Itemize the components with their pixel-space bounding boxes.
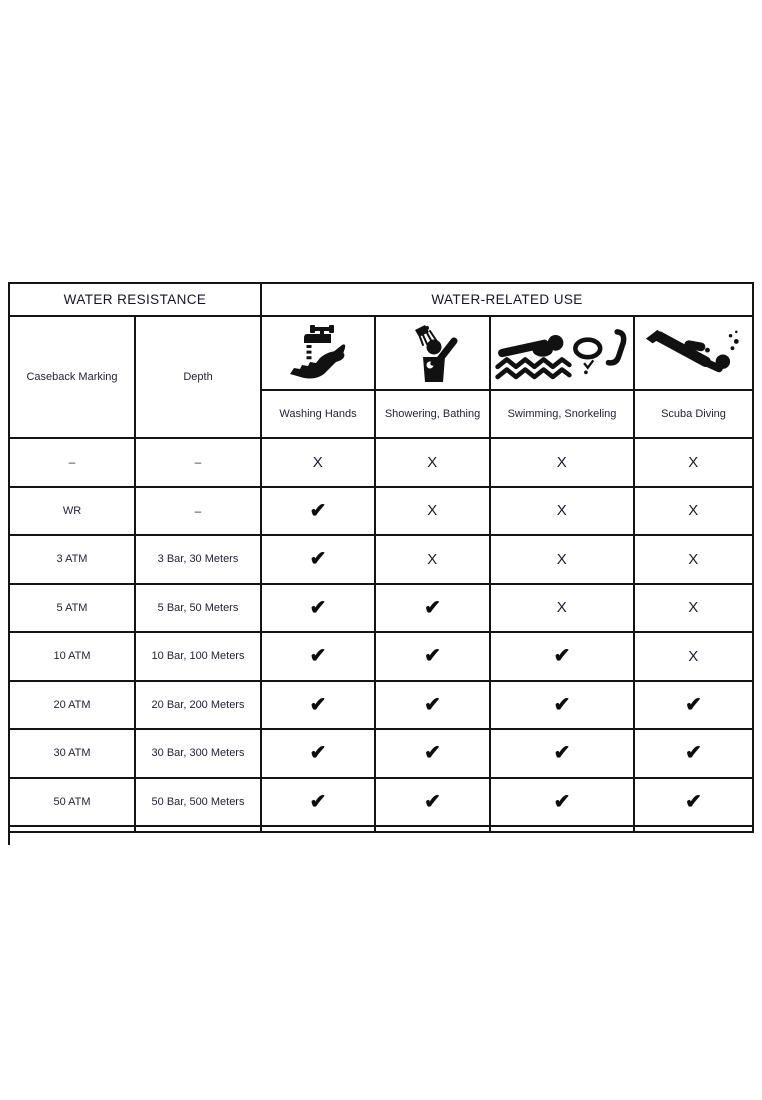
cell-text: 5 ATM: [56, 601, 88, 614]
caseback-marking-column-header: Caseback Marking: [9, 316, 135, 438]
empty-cell: [490, 826, 634, 832]
x-mark-icon: X: [427, 550, 438, 568]
washing-hands-label: Washing Hands: [261, 390, 375, 438]
depth-column-header: Depth: [135, 316, 261, 438]
x-mark-icon: X: [556, 599, 568, 617]
cell-text: 50 ATM: [53, 795, 91, 808]
x-mark-icon: X: [427, 502, 438, 520]
water-resistance-header: WATER RESISTANCE: [9, 283, 261, 316]
table-row: [9, 487, 753, 536]
x-mark-icon: X: [556, 453, 568, 471]
washing-hands-cell: [261, 584, 375, 633]
cell-text: 10 Bar, 100 Meters: [151, 650, 245, 663]
table-row: [9, 535, 753, 584]
washing-hands-cell: [261, 778, 375, 827]
scuba-diving-cell: [634, 584, 753, 633]
depth-cell: [135, 438, 261, 487]
scuba-diving-cell: [634, 438, 753, 487]
depth-cell: [135, 729, 261, 778]
table-row: [9, 778, 753, 827]
washing-hands-cell: [261, 729, 375, 778]
swimming-snorkeling-cell: [490, 632, 634, 681]
cell-text: 50 Bar, 500 Meters: [151, 795, 245, 808]
showering-bathing-cell: [375, 438, 490, 487]
table-row: [9, 438, 753, 487]
check-mark-icon: ✔: [309, 790, 327, 813]
swimming-snorkeling-cell: [490, 535, 634, 584]
dash-mark: –: [68, 455, 76, 470]
swimming-snorkeling-cell: [490, 487, 634, 536]
table-row: [9, 632, 753, 681]
check-mark-icon: ✔: [685, 693, 702, 716]
showering-bathing-cell: [375, 584, 490, 633]
caseback-marking-cell: [9, 681, 135, 730]
faucet-hand-icon: [286, 324, 350, 382]
x-mark-icon: X: [688, 550, 699, 568]
showering-bathing-cell: [375, 487, 490, 536]
swimming-snorkeling-cell: [490, 681, 634, 730]
swimming-snorkeling-cell: [490, 778, 634, 827]
empty-cell: [261, 826, 375, 832]
table-body: [9, 438, 753, 832]
caseback-marking-cell: [9, 487, 135, 536]
cell-text: 5 Bar, 50 Meters: [157, 601, 239, 614]
empty-cell: [375, 826, 490, 832]
caseback-marking-cell: [9, 729, 135, 778]
scuba-diving-cell: [634, 535, 753, 584]
empty-cell: [9, 826, 135, 832]
depth-cell: [135, 584, 261, 633]
check-mark-icon: ✔: [424, 596, 441, 619]
washing-hands-cell: [261, 681, 375, 730]
water-resistance-table: [8, 282, 754, 833]
table-row: [9, 681, 753, 730]
table-row: [9, 584, 753, 633]
x-mark-icon: X: [688, 647, 699, 665]
scuba-diving-cell: [634, 681, 753, 730]
check-mark-icon: ✔: [309, 645, 327, 668]
water-related-use-header: WATER-RELATED USE: [261, 283, 753, 316]
swimming-icon-cell: [490, 316, 634, 390]
showering-icon-cell: [375, 316, 490, 390]
empty-cell: [634, 826, 753, 832]
dash-mark: –: [194, 455, 202, 470]
cell-text: 20 Bar, 200 Meters: [151, 698, 245, 711]
swimmer-snorkel-icon: [493, 324, 631, 382]
showering-bathing-cell: [375, 681, 490, 730]
scuba-icon-cell: [634, 316, 753, 390]
washing-hands-cell: [261, 487, 375, 536]
check-mark-icon: ✔: [309, 742, 327, 765]
empty-cell: [135, 826, 261, 832]
cell-text: 10 ATM: [53, 650, 91, 663]
check-mark-icon: ✔: [424, 645, 441, 668]
check-mark-icon: ✔: [309, 548, 327, 571]
check-mark-icon: ✔: [309, 596, 327, 619]
scuba-diving-cell: [634, 729, 753, 778]
caseback-marking-cell: [9, 778, 135, 827]
washing-hands-cell: [261, 438, 375, 487]
scuba-diving-label: Scuba Diving: [634, 390, 753, 438]
depth-cell: [135, 681, 261, 730]
swimming-snorkeling-cell: [490, 438, 634, 487]
scuba-diving-cell: [634, 778, 753, 827]
table-left-border-stub: [8, 831, 10, 845]
check-mark-icon: ✔: [553, 742, 571, 765]
scuba-diving-cell: [634, 632, 753, 681]
shower-icon: [407, 322, 459, 384]
check-mark-icon: ✔: [309, 693, 327, 716]
caseback-marking-cell: [9, 438, 135, 487]
washing-hands-cell: [261, 535, 375, 584]
showering-bathing-cell: [375, 535, 490, 584]
depth-cell: [135, 778, 261, 827]
check-mark-icon: ✔: [685, 790, 702, 813]
caseback-marking-cell: [9, 632, 135, 681]
check-mark-icon: ✔: [309, 499, 327, 522]
showering-bathing-cell: [375, 778, 490, 827]
swimming-snorkeling-label: Swimming, Snorkeling: [490, 390, 634, 438]
x-mark-icon: X: [556, 550, 568, 568]
swimming-snorkeling-cell: [490, 584, 634, 633]
washing-hands-icon-cell: [261, 316, 375, 390]
depth-cell: [135, 632, 261, 681]
showering-bathing-cell: [375, 729, 490, 778]
x-mark-icon: X: [312, 453, 324, 471]
caseback-marking-cell: [9, 584, 135, 633]
cell-text: 30 Bar, 300 Meters: [151, 747, 245, 760]
showering-bathing-cell: [375, 632, 490, 681]
icon-header-row: [9, 316, 753, 390]
table-row: [9, 729, 753, 778]
check-mark-icon: ✔: [685, 742, 702, 765]
cell-text: WR: [62, 504, 82, 517]
group-header-row: [9, 283, 753, 316]
check-mark-icon: ✔: [553, 693, 571, 716]
x-mark-icon: X: [688, 453, 699, 471]
scuba-diving-cell: [634, 487, 753, 536]
x-mark-icon: X: [556, 502, 568, 520]
x-mark-icon: X: [688, 599, 699, 617]
check-mark-icon: ✔: [553, 645, 571, 668]
check-mark-icon: ✔: [553, 790, 571, 813]
check-mark-icon: ✔: [424, 742, 441, 765]
x-mark-icon: X: [688, 502, 699, 520]
cell-text: 30 ATM: [53, 747, 91, 760]
x-mark-icon: X: [427, 453, 438, 471]
washing-hands-cell: [261, 632, 375, 681]
swimming-snorkeling-cell: [490, 729, 634, 778]
cell-text: 3 Bar, 30 Meters: [157, 553, 239, 566]
check-mark-icon: ✔: [424, 693, 441, 716]
showering-bathing-label: Showering, Bathing: [375, 390, 490, 438]
cell-text: 20 ATM: [53, 698, 91, 711]
depth-cell: [135, 487, 261, 536]
scuba-diver-icon: [644, 327, 744, 379]
depth-cell: [135, 535, 261, 584]
dash-mark: –: [194, 503, 202, 518]
caseback-marking-cell: [9, 535, 135, 584]
empty-sliver-row: [9, 826, 753, 832]
check-mark-icon: ✔: [424, 790, 441, 813]
cell-text: 3 ATM: [56, 553, 88, 566]
